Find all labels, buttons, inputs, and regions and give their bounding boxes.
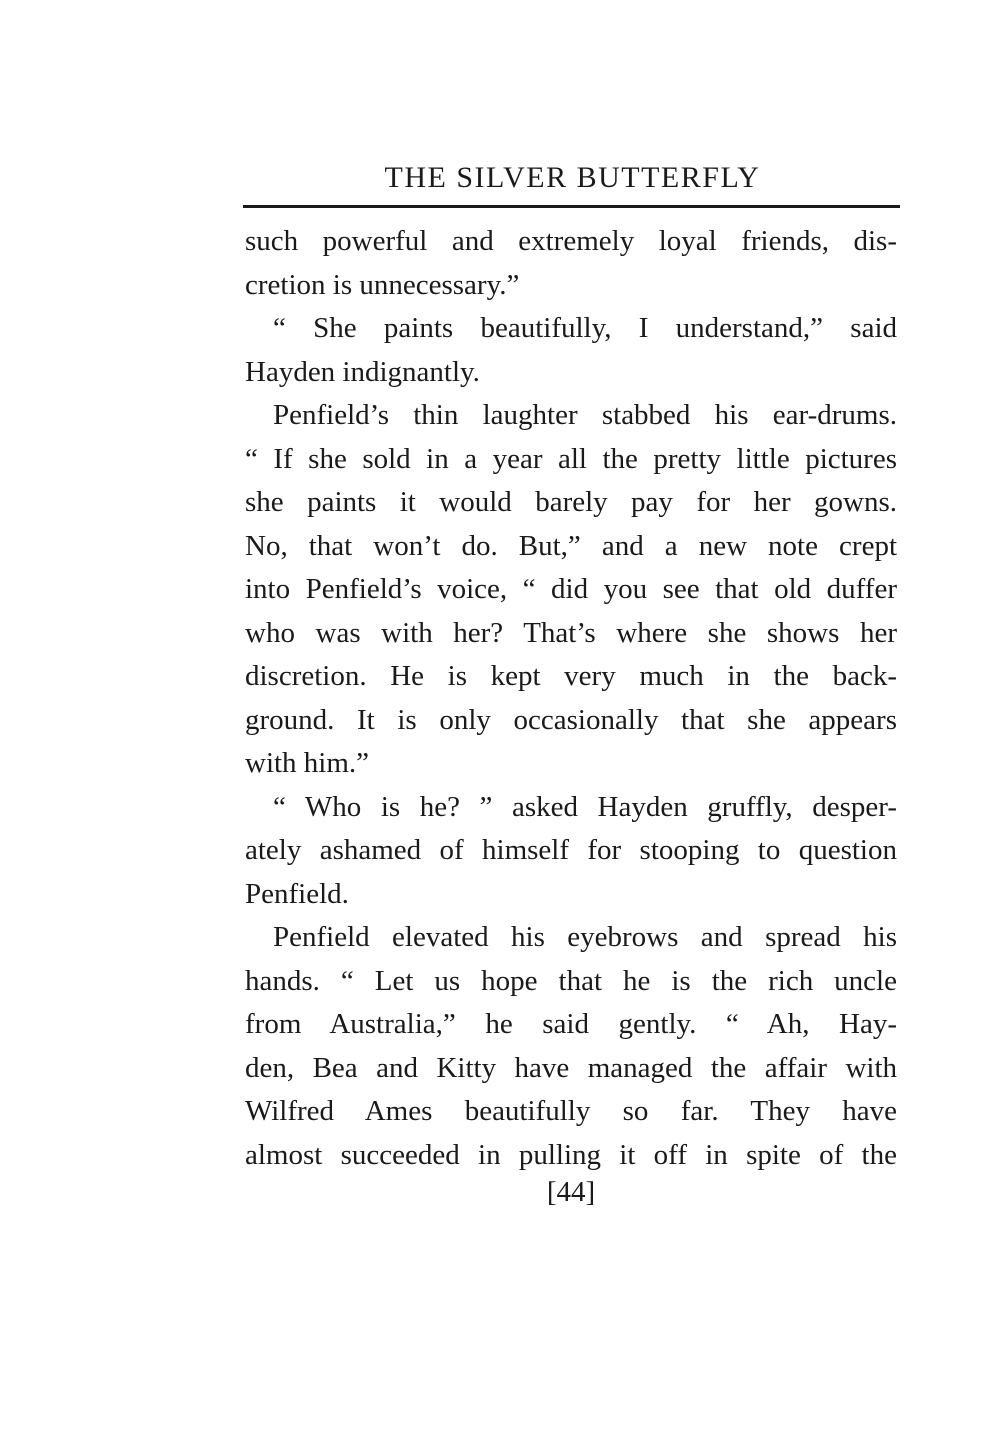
text-line: cretion is unnecessary.”	[245, 268, 520, 301]
text-line: she paints it would barely pay for her gowns.	[245, 486, 897, 518]
text-line: den, Bea and Kitty have managed the affair with	[245, 1051, 897, 1084]
text-line: discretion. He is kept very much in the back-	[245, 660, 897, 692]
header-rule	[243, 205, 900, 208]
body-text	[245, 220, 897, 1177]
running-title: THE SILVER BUTTERFLY	[384, 161, 761, 194]
text-line: who was with her? That’s where she shows her	[245, 616, 897, 649]
text-line: Hayden indignantly.	[245, 355, 480, 388]
text-line: from Australia,” he said gently. “ Ah, Hay-	[245, 1008, 897, 1040]
text-line: No, that won’t do. But,” and a new note crept	[245, 529, 897, 562]
text-line: Penfield elevated his eyebrows and spread his	[273, 921, 897, 953]
text-line: “ She paints beautifully, I understand,” said	[273, 312, 897, 344]
text-line: into Penfield’s voice, “ did you see that old duffer	[245, 573, 897, 605]
text-line: with him.”	[245, 747, 370, 779]
text-line: almost succeeded in pulling it off in spite of the	[245, 1138, 897, 1171]
text-line: ately ashamed of himself for stooping to question	[245, 834, 897, 866]
text-line: Penfield.	[245, 877, 349, 910]
page-number: [44]	[546, 1176, 596, 1208]
text-line: hands. “ Let us hope that he is the rich uncle	[245, 964, 897, 997]
text-line: “ Who is he? ” asked Hayden gruffly, desper-	[273, 790, 897, 823]
text-line: Wilfred Ames beautifully so far. They have	[245, 1095, 897, 1127]
text-line: Penfield’s thin laughter stabbed his ear-drums.	[273, 399, 897, 431]
text-line: ground. It is only occasionally that she appears	[245, 703, 897, 736]
text-line: such powerful and extremely loyal friends, dis-	[245, 225, 897, 257]
text-line: “ If she sold in a year all the pretty little pictures	[245, 442, 897, 475]
